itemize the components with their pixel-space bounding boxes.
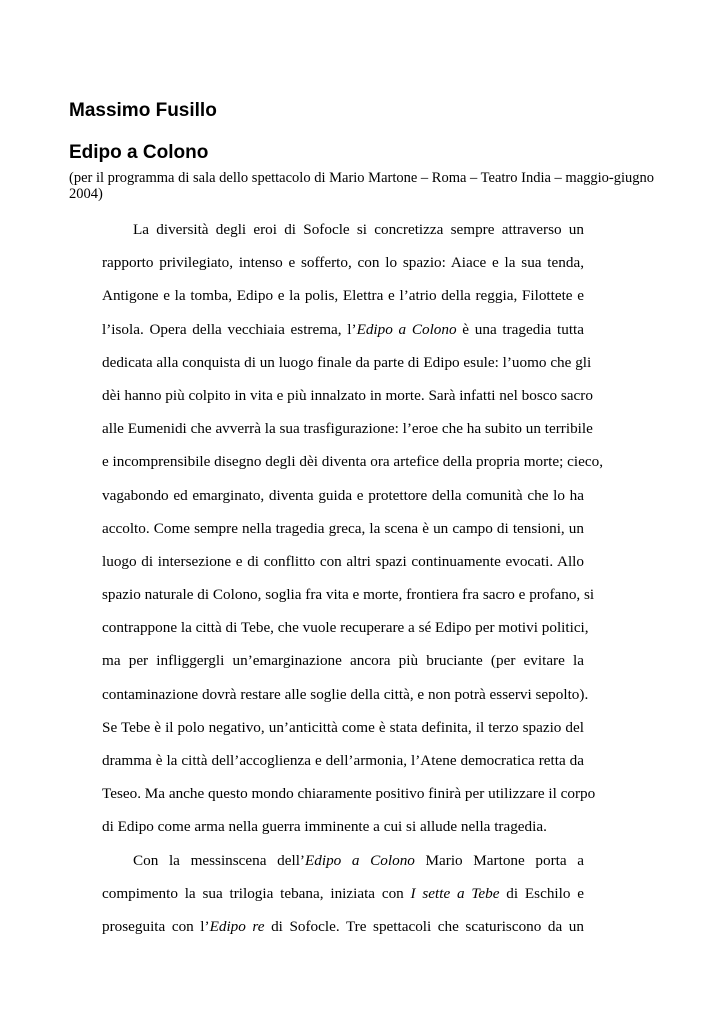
text-run: di Sofocle. Tre spettacoli che scaturiscono da un <box>264 917 584 935</box>
paragraph-line: vagabondo ed emarginato, diventa guida e protettore della comunità che lo ha <box>102 486 584 504</box>
italic-title: Edipo a Colono <box>356 320 457 338</box>
text-run: è una tragedia tutta <box>456 320 585 338</box>
document-subtitle: (per il programma di sala dello spettacolo di Mario Martone – Roma – Teatro India – maggio-giugno 2004) <box>69 170 655 202</box>
text-run: Mario Martone porta a <box>414 851 585 869</box>
text-run: di Eschilo e <box>499 884 584 902</box>
paragraph-line <box>102 910 584 943</box>
paragraph-line: spazio naturale di Colono, soglia fra vita e morte, frontiera fra sacro e profano, si <box>102 586 595 604</box>
italic-title: I sette a Tebe <box>410 884 500 902</box>
paragraph-line <box>102 313 584 346</box>
paragraph-line: e incomprensibile disegno degli dèi diventa ora artefice della propria morte; cieco, <box>102 453 603 471</box>
italic-title: Edipo re <box>209 917 265 935</box>
text-run: proseguita con l’ <box>102 917 210 935</box>
paragraph-line: Antigone e la tomba, Edipo e la polis, Elettra e l’atrio della reggia, Filottete e <box>102 287 584 305</box>
paragraph-line: accolto. Come sempre nella tragedia greca, la scena è un campo di tensioni, un <box>102 519 584 537</box>
text-run: compimento la sua trilogia tebana, iniziata con <box>102 884 411 902</box>
paragraph-line: dramma è la città dell’accoglienza e dell’armonia, l’Atene democratica retta da <box>102 752 584 769</box>
text-run: Con la messinscena dell’ <box>133 851 305 869</box>
paragraph-line: Teseo. Ma anche questo mondo chiaramente positivo finirà per utilizzare il corpo <box>102 785 596 803</box>
paragraph-line: alle Eumenidi che avverrà la sua trasfigurazione: l’eroe che ha subito un terribile <box>102 420 593 438</box>
paragraph-line <box>102 844 584 877</box>
italic-title: Edipo a Colono <box>304 851 415 869</box>
paragraph-line: luogo di intersezione e di conflitto con altri spazi continuamente evocati. Allo <box>102 552 584 570</box>
text-run: l’isola. Opera della vecchiaia estrema, l’ <box>102 320 357 338</box>
paragraph-line: di Edipo come arma nella guerra imminente a cui si allude nella tragedia. <box>102 818 547 836</box>
paragraph-line: dedicata alla conquista di un luogo finale da parte di Edipo esule: l’uomo che gli <box>102 353 592 371</box>
paragraph-line: La diversità degli eroi di Sofocle si concretizza sempre attraverso un <box>133 221 584 238</box>
body-text <box>102 213 603 943</box>
paragraph-line: dèi hanno più colpito in vita e più innalzato in morte. Sarà infatti nel bosco sacro <box>102 386 593 404</box>
document-title: Edipo a Colono <box>69 142 209 163</box>
paragraph-line <box>102 877 584 910</box>
paragraph-line: Se Tebe è il polo negativo, un’anticittà come è stata definita, il terzo spazio del <box>102 718 584 736</box>
paragraph-line: contrappone la città di Tebe, che vuole recuperare a sé Edipo per motivi politici, <box>102 619 589 637</box>
paragraph-line: ma per infliggergli un’emarginazione ancora più bruciante (per evitare la <box>102 652 584 670</box>
author-name: Massimo Fusillo <box>69 100 217 121</box>
paragraph-line: contaminazione dovrà restare alle soglie della città, e non potrà esservi sepolto). <box>102 685 589 703</box>
paragraph-line: rapporto privilegiato, intenso e sofferto, con lo spazio: Aiace e la sua tenda, <box>102 254 584 272</box>
